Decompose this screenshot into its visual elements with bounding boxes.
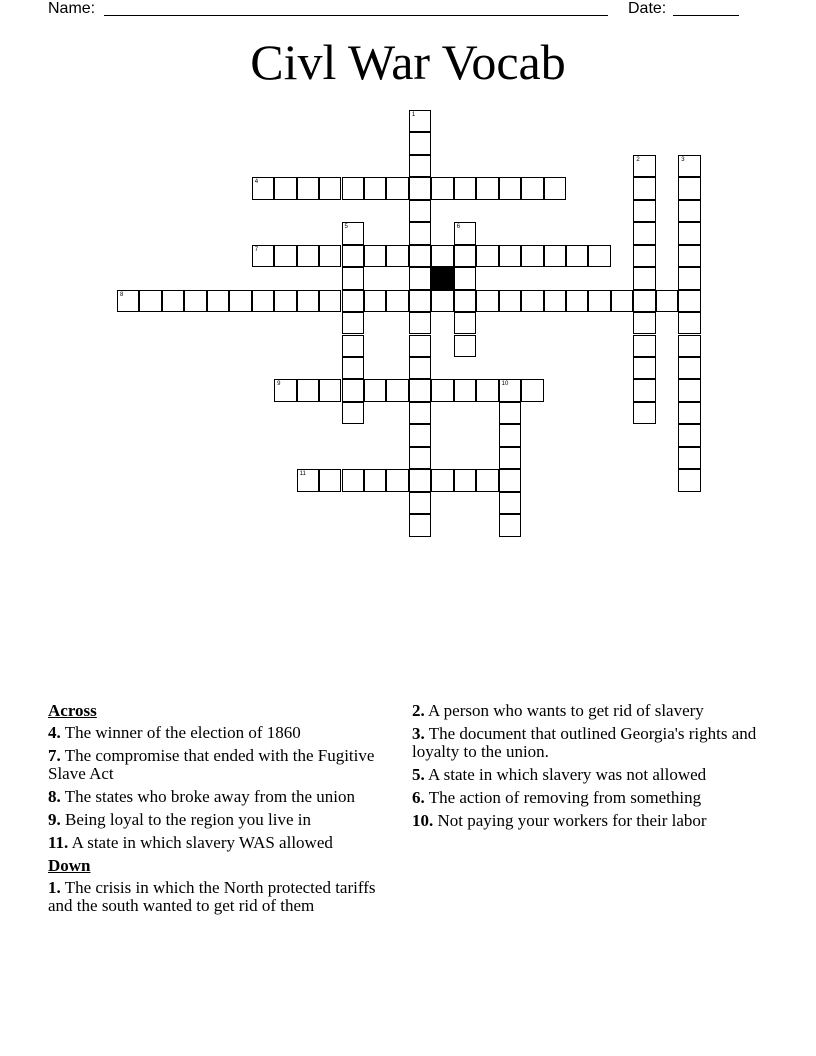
grid-cell[interactable] <box>431 177 453 199</box>
grid-cell[interactable] <box>431 379 453 401</box>
grid-cell[interactable] <box>633 357 655 379</box>
grid-cell[interactable] <box>499 177 521 199</box>
grid-cell[interactable] <box>544 290 566 312</box>
grid-cell[interactable] <box>252 177 274 199</box>
grid-cell[interactable] <box>409 469 431 491</box>
clue-number: 5 <box>344 224 348 231</box>
grid-cell[interactable] <box>499 447 521 469</box>
grid-cell[interactable] <box>454 335 476 357</box>
grid-cell[interactable] <box>319 379 341 401</box>
grid-cell[interactable] <box>409 290 431 312</box>
grid-cell[interactable] <box>139 290 161 312</box>
grid-cell[interactable] <box>252 290 274 312</box>
grid-cell[interactable] <box>611 290 633 312</box>
grid-cell[interactable] <box>521 290 543 312</box>
grid-cell[interactable] <box>633 290 655 312</box>
grid-cell[interactable] <box>319 245 341 267</box>
grid-cell[interactable] <box>678 357 700 379</box>
clue-number: 9 <box>277 381 281 388</box>
grid-cell[interactable] <box>678 222 700 244</box>
grid-cell[interactable] <box>409 155 431 177</box>
clue-text: The document that outlined Georgia's rights and loyalty to the union. <box>412 724 757 761</box>
clue-label: 9. <box>48 810 61 829</box>
grid-cell[interactable] <box>633 155 655 177</box>
grid-cell[interactable] <box>678 267 700 289</box>
grid-cell[interactable] <box>342 177 364 199</box>
grid-cell[interactable] <box>521 245 543 267</box>
clue-number: 10 <box>501 381 509 388</box>
clue-number: 4 <box>254 179 259 186</box>
clue-number: 2 <box>636 156 640 163</box>
grid-cell[interactable] <box>297 290 319 312</box>
grid-cell[interactable] <box>633 312 655 334</box>
grid-cell[interactable] <box>499 424 521 446</box>
grid-cell[interactable] <box>297 245 319 267</box>
grid-cell[interactable] <box>454 379 476 401</box>
clue-number: 7 <box>254 246 259 253</box>
grid-cell[interactable] <box>364 245 386 267</box>
grid-cell[interactable] <box>633 402 655 424</box>
grid-cell[interactable] <box>633 200 655 222</box>
name-label: Name: <box>48 0 96 17</box>
clue-text: The states who broke away from the union <box>60 787 356 806</box>
clue-label: 2. <box>412 701 425 720</box>
grid-cell[interactable] <box>342 335 364 357</box>
grid-cell[interactable] <box>319 469 341 491</box>
grid-cell[interactable] <box>678 155 700 177</box>
grid-cell[interactable] <box>499 469 521 491</box>
clue-text: The crisis in which the North protected tariffs and the south wanted to get rid of them <box>48 878 376 915</box>
grid-cell[interactable] <box>364 290 386 312</box>
clue-number: 3 <box>681 156 685 163</box>
grid-cell[interactable] <box>117 290 139 312</box>
grid-cell[interactable] <box>499 245 521 267</box>
grid-cell[interactable] <box>588 290 610 312</box>
clue-number: 6 <box>456 224 461 231</box>
black-cell <box>431 267 453 289</box>
grid-cell[interactable] <box>386 245 408 267</box>
clue-item <box>48 811 388 829</box>
grid-cell[interactable] <box>476 469 498 491</box>
grid-cell[interactable] <box>454 222 476 244</box>
clue-item <box>412 789 757 807</box>
clue-number: 8 <box>120 291 124 298</box>
grid-cell[interactable] <box>386 290 408 312</box>
grid-cell[interactable] <box>678 402 700 424</box>
grid-cell[interactable] <box>499 402 521 424</box>
grid-cell[interactable] <box>409 132 431 154</box>
grid-cell[interactable] <box>409 267 431 289</box>
grid-cell[interactable] <box>499 492 521 514</box>
grid-cell[interactable] <box>678 177 700 199</box>
clue-label: 11. <box>48 833 69 852</box>
grid-cell[interactable] <box>521 379 543 401</box>
clue-label: 3. <box>412 724 425 743</box>
grid-cell[interactable] <box>633 335 655 357</box>
grid-cell[interactable] <box>678 469 700 491</box>
grid-cell[interactable] <box>409 402 431 424</box>
clue-text: A person who wants to get rid of slavery <box>424 701 704 720</box>
grid-cell[interactable] <box>319 290 341 312</box>
grid-cell[interactable] <box>342 357 364 379</box>
grid-cell[interactable] <box>207 290 229 312</box>
grid-cell[interactable] <box>386 379 408 401</box>
grid-cell[interactable] <box>409 492 431 514</box>
grid-cell[interactable] <box>544 245 566 267</box>
clue-item <box>48 834 388 852</box>
grid-cell[interactable] <box>476 379 498 401</box>
down-heading: Down <box>48 856 91 875</box>
grid-cell[interactable] <box>633 245 655 267</box>
grid-cell[interactable] <box>297 177 319 199</box>
grid-cell[interactable] <box>678 312 700 334</box>
clue-label: 6. <box>412 788 425 807</box>
grid-cell[interactable] <box>431 290 453 312</box>
grid-cell[interactable] <box>342 222 364 244</box>
clue-label: 8. <box>48 787 61 806</box>
grid-cell[interactable] <box>499 290 521 312</box>
grid-cell[interactable] <box>678 245 700 267</box>
grid-cell[interactable] <box>342 290 364 312</box>
across-heading: Across <box>48 701 97 720</box>
clue-item <box>412 812 757 830</box>
grid-cell[interactable] <box>633 379 655 401</box>
grid-cell[interactable] <box>409 424 431 446</box>
grid-cell[interactable] <box>342 312 364 334</box>
clue-item <box>412 725 757 761</box>
clue-text: The winner of the election of 1860 <box>60 723 301 742</box>
grid-cell[interactable] <box>342 469 364 491</box>
grid-cell[interactable] <box>678 290 700 312</box>
clue-label: 1. <box>48 878 61 897</box>
clue-item <box>48 724 388 742</box>
clue-item <box>48 747 388 783</box>
grid-cell[interactable] <box>454 267 476 289</box>
clue-text: Being loyal to the region you live in <box>60 810 311 829</box>
clue-item <box>412 702 757 720</box>
grid-cell[interactable] <box>274 245 296 267</box>
grid-cell[interactable] <box>409 357 431 379</box>
grid-cell[interactable] <box>409 312 431 334</box>
grid-cell[interactable] <box>678 447 700 469</box>
clue-item <box>48 788 388 806</box>
grid-cell[interactable] <box>476 290 498 312</box>
grid-cell[interactable] <box>274 177 296 199</box>
clue-text: The action of removing from something <box>424 788 702 807</box>
grid-cell[interactable] <box>633 177 655 199</box>
clue-label: 5. <box>412 765 425 784</box>
clue-label: 10. <box>412 811 434 830</box>
grid-cell[interactable] <box>252 245 274 267</box>
grid-cell[interactable] <box>409 335 431 357</box>
grid-cell[interactable] <box>364 379 386 401</box>
grid-cell[interactable] <box>454 312 476 334</box>
grid-cell[interactable] <box>184 290 206 312</box>
grid-cell[interactable] <box>364 177 386 199</box>
grid-cell[interactable] <box>297 379 319 401</box>
clue-number: 11 <box>299 471 306 478</box>
grid-cell[interactable] <box>454 290 476 312</box>
grid-cell[interactable] <box>386 469 408 491</box>
clue-text: The compromise that ended with the Fugitive Slave Act <box>48 746 375 783</box>
clue-label: 4. <box>48 723 61 742</box>
clues-right-column <box>412 702 757 835</box>
grid-cell[interactable] <box>229 290 251 312</box>
grid-cell[interactable] <box>409 177 431 199</box>
grid-cell[interactable] <box>544 177 566 199</box>
grid-cell[interactable] <box>499 514 521 536</box>
grid-cell[interactable] <box>364 469 386 491</box>
grid-cell[interactable] <box>454 177 476 199</box>
grid-cell[interactable] <box>409 222 431 244</box>
grid-cell[interactable] <box>476 177 498 199</box>
grid-cell[interactable] <box>431 469 453 491</box>
clue-text: Not paying your workers for their labor <box>433 811 707 830</box>
clue-text: A state in which slavery was not allowed <box>424 765 707 784</box>
grid-cell[interactable] <box>656 290 678 312</box>
grid-cell[interactable] <box>409 514 431 536</box>
grid-cell[interactable] <box>409 245 431 267</box>
grid-cell[interactable] <box>678 335 700 357</box>
grid-cell[interactable] <box>454 245 476 267</box>
grid-cell[interactable] <box>342 402 364 424</box>
grid-cell[interactable] <box>274 290 296 312</box>
clue-number: 1 <box>411 112 416 118</box>
clue-item <box>48 879 388 915</box>
grid-cell[interactable] <box>409 200 431 222</box>
grid-cell[interactable] <box>162 290 184 312</box>
grid-cell[interactable] <box>633 267 655 289</box>
grid-cell[interactable] <box>678 200 700 222</box>
grid-cell[interactable] <box>297 469 319 491</box>
grid-cell[interactable] <box>431 245 453 267</box>
grid-cell[interactable] <box>678 424 700 446</box>
grid-cell[interactable] <box>319 177 341 199</box>
clue-item <box>412 766 757 784</box>
grid-cell[interactable] <box>274 379 296 401</box>
grid-cell[interactable] <box>386 177 408 199</box>
grid-cell[interactable] <box>409 110 431 132</box>
grid-cell[interactable] <box>566 245 588 267</box>
grid-cell[interactable] <box>633 222 655 244</box>
clue-text: A state in which slavery WAS allowed <box>68 833 333 852</box>
page-title: Civl War Vocab <box>250 34 566 90</box>
grid-cell[interactable] <box>521 177 543 199</box>
grid-cell[interactable] <box>499 379 521 401</box>
date-label: Date: <box>628 0 667 17</box>
grid-cell[interactable] <box>566 290 588 312</box>
grid-cell[interactable] <box>476 245 498 267</box>
grid-cell[interactable] <box>588 245 610 267</box>
grid-cell[interactable] <box>409 379 431 401</box>
clues-left-column <box>48 702 388 920</box>
grid-cell[interactable] <box>342 379 364 401</box>
grid-cell[interactable] <box>342 245 364 267</box>
clue-label: 7. <box>48 746 61 765</box>
grid-cell[interactable] <box>342 267 364 289</box>
grid-cell[interactable] <box>409 447 431 469</box>
grid-cell[interactable] <box>678 379 700 401</box>
grid-cell[interactable] <box>454 469 476 491</box>
